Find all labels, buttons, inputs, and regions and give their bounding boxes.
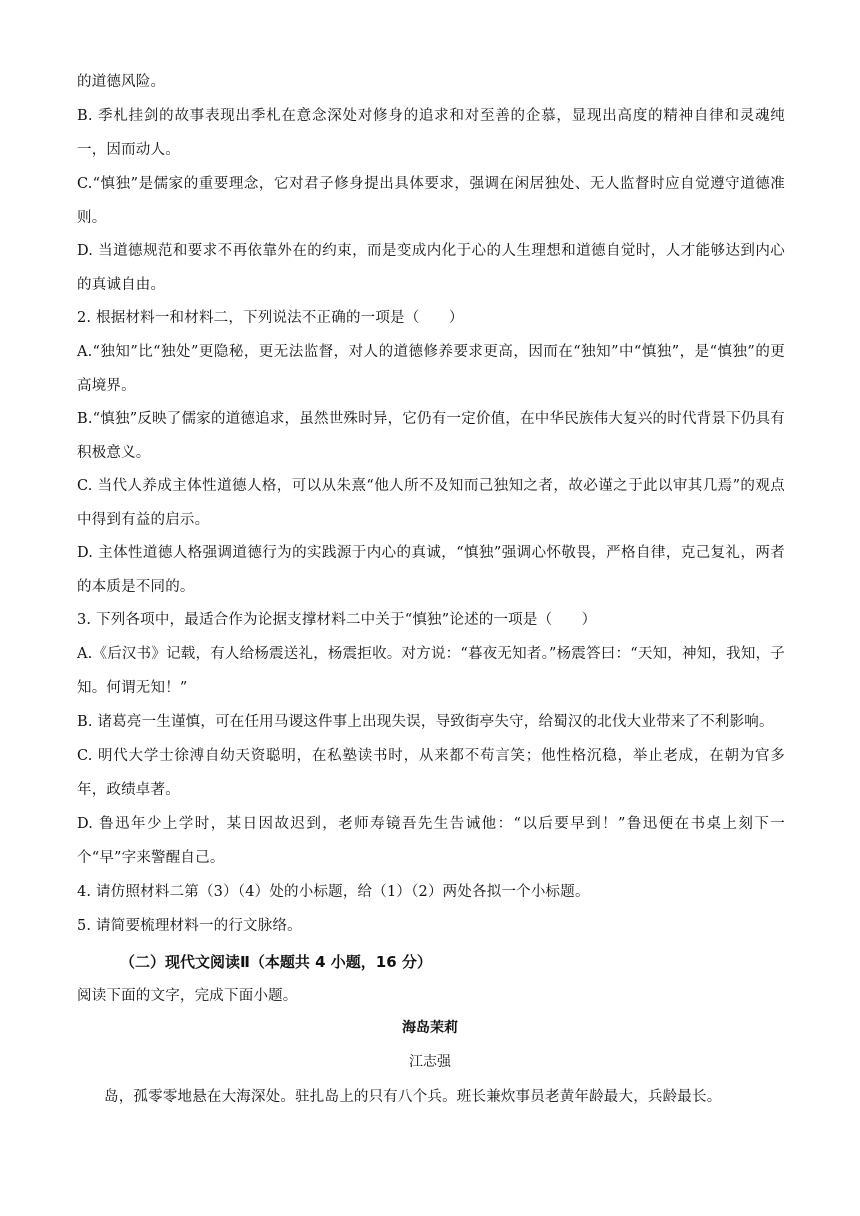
option-1d: D. 当道德规范和要求不再依靠外在的约束，而是变成内化于心的人生理想和道德自觉时，人才能够达到内心的真诚自由。 — [77, 243, 785, 293]
option-3c: C. 明代大学士徐溥自幼天资聪明，在私塾读书时，从来都不苟言笑；他性格沉稳，举止老成，在朝为官多年，政绩卓著。 — [77, 748, 785, 798]
option-3b: B. 诸葛亮一生谨慎，可在任用马谡这件事上出现失误，导致街亭失守，给蜀汉的北伐大业带来了不利影响。 — [77, 714, 774, 730]
story-paragraph: 岛，孤零零地悬在大海深处。驻扎岛上的只有八个兵。班长兼炊事员老黄年龄最大，兵龄最长。 — [104, 1089, 722, 1105]
option-3a: A.《后汉书》记载，有人给杨震送礼，杨震拒收。对方说：“暮夜无知者。”杨震答曰：“天知，神知，我知，子知。何谓无知！” — [77, 646, 785, 696]
text-line: 的道德风险。 — [77, 74, 166, 90]
option-1c: C.“慎独”是儒家的重要理念，它对君子修身提出具体要求，强调在闲居独处、无人监督时应自觉遵守道德准则。 — [77, 176, 785, 226]
option-2d: D. 主体性道德人格强调道德行为的实践源于内心的真诚，“慎独”强调心怀敬畏，严格自律，克己复礼，两者的本质是不同的。 — [77, 545, 785, 595]
option-1b: B. 季札挂剑的故事表现出季札在意念深处对修身的追求和对至善的企慕，显现出高度的精神自律和灵魂纯一，因而动人。 — [77, 108, 785, 158]
option-2c: C. 当代人养成主体性道德人格，可以从朱熹“他人所不及知而己独知之者，故必谨之于此以审其几焉”的观点中得到有益的启示。 — [77, 478, 785, 528]
option-2b: B.“慎独”反映了儒家的道德追求，虽然世殊时异，它仍有一定价值，在中华民族伟大复兴的时代背景下仍具有积极意义。 — [77, 411, 785, 461]
option-2a: A.“独知”比“独处”更隐秘，更无法监督，对人的道德修养要求更高，因而在“独知”中“慎独”，是“慎独”的更高境界。 — [77, 344, 785, 394]
question-4: 4. 请仿照材料二第（3）（4）处的小标题，给（1）（2）两处各拟一个小标题。 — [77, 884, 590, 900]
story-title: 海岛茉莉 — [402, 1020, 458, 1036]
reading-instruction: 阅读下面的文字，完成下面小题。 — [77, 988, 298, 1004]
question-5: 5. 请简要梳理材料一的行文脉络。 — [77, 918, 302, 934]
option-3d: D. 鲁迅年少上学时，某日因故迟到，老师寿镜吾先生告诫他：“以后要早到！”鲁迅便在书桌上刻下一个“早”字来警醒自己。 — [77, 816, 785, 866]
story-author: 江志强 — [409, 1054, 451, 1070]
section-heading: （二）现代文阅读Ⅱ（本题共 4 小题，16 分） — [120, 953, 432, 971]
question-3: 3. 下列各项中，最适合作为论据支撑材料二中关于“慎独”论述的一项是（ ） — [77, 612, 597, 628]
question-2: 2. 根据材料一和材料二，下列说法不正确的一项是（ ） — [77, 310, 464, 326]
